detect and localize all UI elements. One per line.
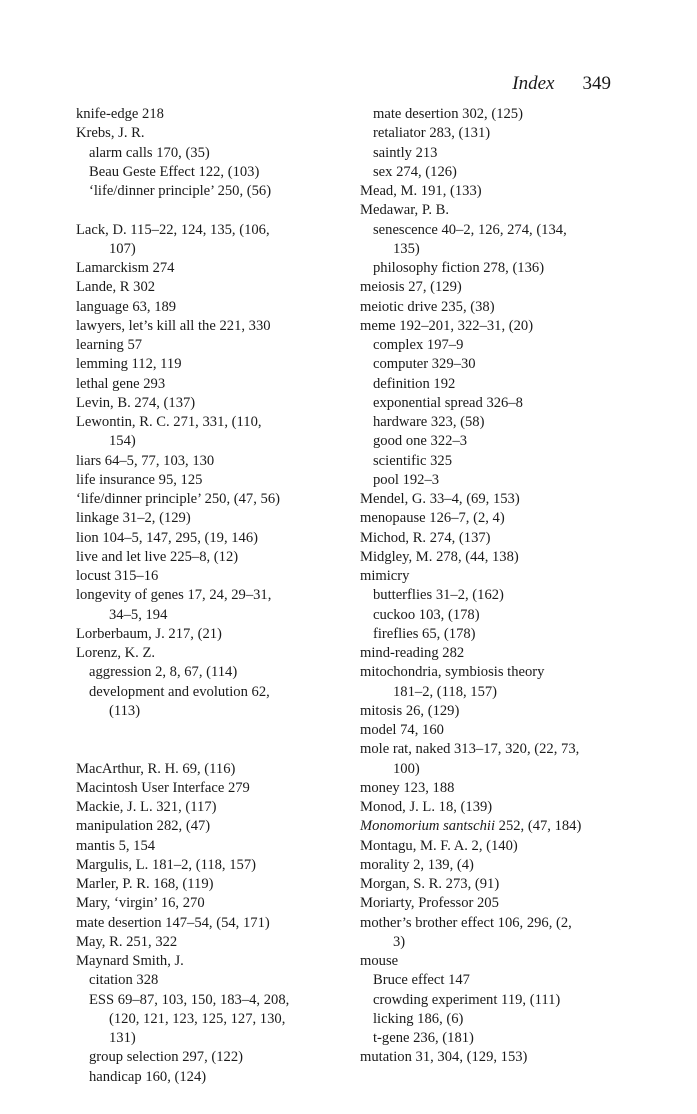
index-subentry: scientific 325 [373,452,453,469]
index-entry: model 74, 160 [360,722,444,738]
index-entry: Marler, P. R. 168, (119) [76,876,214,892]
index-subentry: philosophy fiction 278, (136) [373,260,545,276]
index-column-right [360,105,635,1068]
index-entry-continuation: 131) [109,1030,136,1046]
index-entry: life insurance 95, 125 [76,471,203,488]
index-entry: lion 104–5, 147, 295, (19, 146) [76,529,259,546]
index-entry: meiosis 27, (129) [360,279,462,296]
index-subentry: butterflies 31–2, (162) [373,587,504,604]
index-entry: meiotic drive 235, (38) [360,298,495,315]
index-entry: Maynard Smith, J. [76,953,184,969]
index-subentry: sex 274, (126) [373,163,457,180]
index-entry: Michod, R. 274, (137) [360,529,491,546]
index-subentry: t-gene 236, (181) [373,1030,474,1046]
index-entry: locust 315–16 [76,568,159,584]
index-entry: mate desertion 147–54, (54, 171) [76,914,270,931]
index-entry: Mead, M. 191, (133) [360,183,482,199]
index-entry: language 63, 189 [76,298,177,315]
index-subentry: senescence 40–2, 126, 274, (134, [373,221,567,238]
entry-spacer [76,201,346,220]
index-entry: mutation 31, 304, (129, 153) [360,1049,528,1066]
index-entry: lethal gene 293 [76,375,166,392]
index-entry-continuation: 181–2, (118, 157) [393,683,498,700]
index-entry-continuation: 3) [393,933,406,950]
index-subentry: Beau Geste Effect 122, (103) [89,163,260,180]
index-subentry: ESS 69–87, 103, 150, 183–4, 208, [89,991,290,1008]
index-entry: mitosis 26, (129) [360,702,460,719]
running-title: Index [512,73,555,94]
index-subentry: citation 328 [89,972,159,989]
index-subentry: licking 186, (6) [373,1010,464,1027]
index-subentry: crowding experiment 119, (111) [373,991,561,1008]
index-entry: Monomorium santschii 252, (47, 184) [360,818,582,835]
page-number: 349 [582,73,611,94]
index-entry: ‘life/dinner principle’ 250, (47, 56) [76,491,280,507]
index-subentry: saintly 213 [373,144,438,161]
index-entry: mitochondria, symbiosis theory [360,664,545,681]
index-entry: mimicry [360,568,410,584]
index-entry: Mackie, J. L. 321, (117) [76,799,217,815]
index-entry: Levin, B. 274, (137) [76,394,196,411]
entry-spacer [76,721,346,760]
index-subentry: pool 192–3 [373,471,440,488]
index-entry-continuation: (120, 121, 123, 125, 127, 130, [109,1010,286,1027]
index-entry: menopause 126–7, (2, 4) [360,510,505,527]
index-subentry: hardware 323, (58) [373,414,485,430]
index-entry: longevity of genes 17, 24, 29–31, [76,587,272,604]
index-entry: morality 2, 139, (4) [360,856,474,873]
index-entry: MacArthur, R. H. 69, (116) [76,760,236,777]
index-entry: May, R. 251, 322 [76,933,178,950]
index-subentry: development and evolution 62, [89,683,270,700]
index-entry: knife-edge 218 [76,106,164,122]
index-entry: mole rat, naked 313–17, 320, (22, 73, [360,741,580,758]
index-subentry: definition 192 [373,375,456,392]
index-subentry: computer 329–30 [373,356,476,373]
index-entry: mother’s brother effect 106, 296, (2, [360,914,572,931]
index-entry: Moriarty, Professor 205 [360,895,499,912]
index-entry-continuation: 100) [393,760,420,777]
index-entry: manipulation 282, (47) [76,818,211,835]
index-subentry: ‘life/dinner principle’ 250, (56) [89,183,272,199]
index-subentry: exponential spread 326–8 [373,394,523,411]
index-entry: money 123, 188 [360,779,455,796]
index-column-left [76,105,346,1087]
index-entry: Mendel, G. 33–4, (69, 153) [360,491,520,507]
index-entry: Lorberbaum, J. 217, (21) [76,625,222,642]
index-entry: learning 57 [76,337,143,353]
index-subentry: handicap 160, (124) [89,1068,207,1085]
index-entry: Monod, J. L. 18, (139) [360,799,493,815]
index-entry: lemming 112, 119 [76,356,182,373]
index-entry: Medawar, P. B. [360,202,449,219]
index-entry-continuation: 154) [109,433,136,450]
index-entry: Lewontin, R. C. 271, 331, (110, [76,414,262,430]
index-subentry: Bruce effect 147 [373,972,470,989]
index-entry: mouse [360,953,399,969]
index-entry-continuation: (113) [109,702,141,719]
index-entry-continuation: 107) [109,240,136,257]
index-entry: meme 192–201, 322–31, (20) [360,317,534,334]
index-entry: liars 64–5, 77, 103, 130 [76,452,215,469]
index-entry: Macintosh User Interface 279 [76,779,250,796]
index-entry: Morgan, S. R. 273, (91) [360,876,500,892]
index-entry: Lack, D. 115–22, 124, 135, (106, [76,221,270,238]
index-entry: Lorenz, K. Z. [76,645,156,661]
index-subentry: group selection 297, (122) [89,1049,244,1066]
index-subentry: cuckoo 103, (178) [373,606,480,623]
index-entry: Lande, R 302 [76,279,156,296]
index-entry: mantis 5, 154 [76,837,156,854]
index-entry: lawyers, let’s kill all the 221, 330 [76,317,271,334]
index-subentry: fireflies 65, (178) [373,625,476,642]
index-entry: Lamarckism 274 [76,260,175,276]
index-entry: live and let live 225–8, (12) [76,548,239,565]
index-entry: Montagu, M. F. A. 2, (140) [360,837,518,854]
index-entry-continuation: 135) [393,240,420,257]
index-subentry: alarm calls 170, (35) [89,144,210,161]
index-entry: mind-reading 282 [360,645,465,661]
index-subentry: retaliator 283, (131) [373,125,491,142]
page-header [512,73,611,95]
index-subentry: mate desertion 302, (125) [373,106,523,122]
index-subentry: good one 322–3 [373,433,468,450]
index-subentry: aggression 2, 8, 67, (114) [89,664,238,681]
index-entry: Midgley, M. 278, (44, 138) [360,548,519,565]
index-entry-continuation: 34–5, 194 [109,606,168,623]
index-entry: Mary, ‘virgin’ 16, 270 [76,895,205,912]
index-entry: Krebs, J. R. [76,125,145,142]
index-entry: Margulis, L. 181–2, (118, 157) [76,856,256,873]
index-entry: linkage 31–2, (129) [76,510,191,527]
index-subentry: complex 197–9 [373,337,464,353]
